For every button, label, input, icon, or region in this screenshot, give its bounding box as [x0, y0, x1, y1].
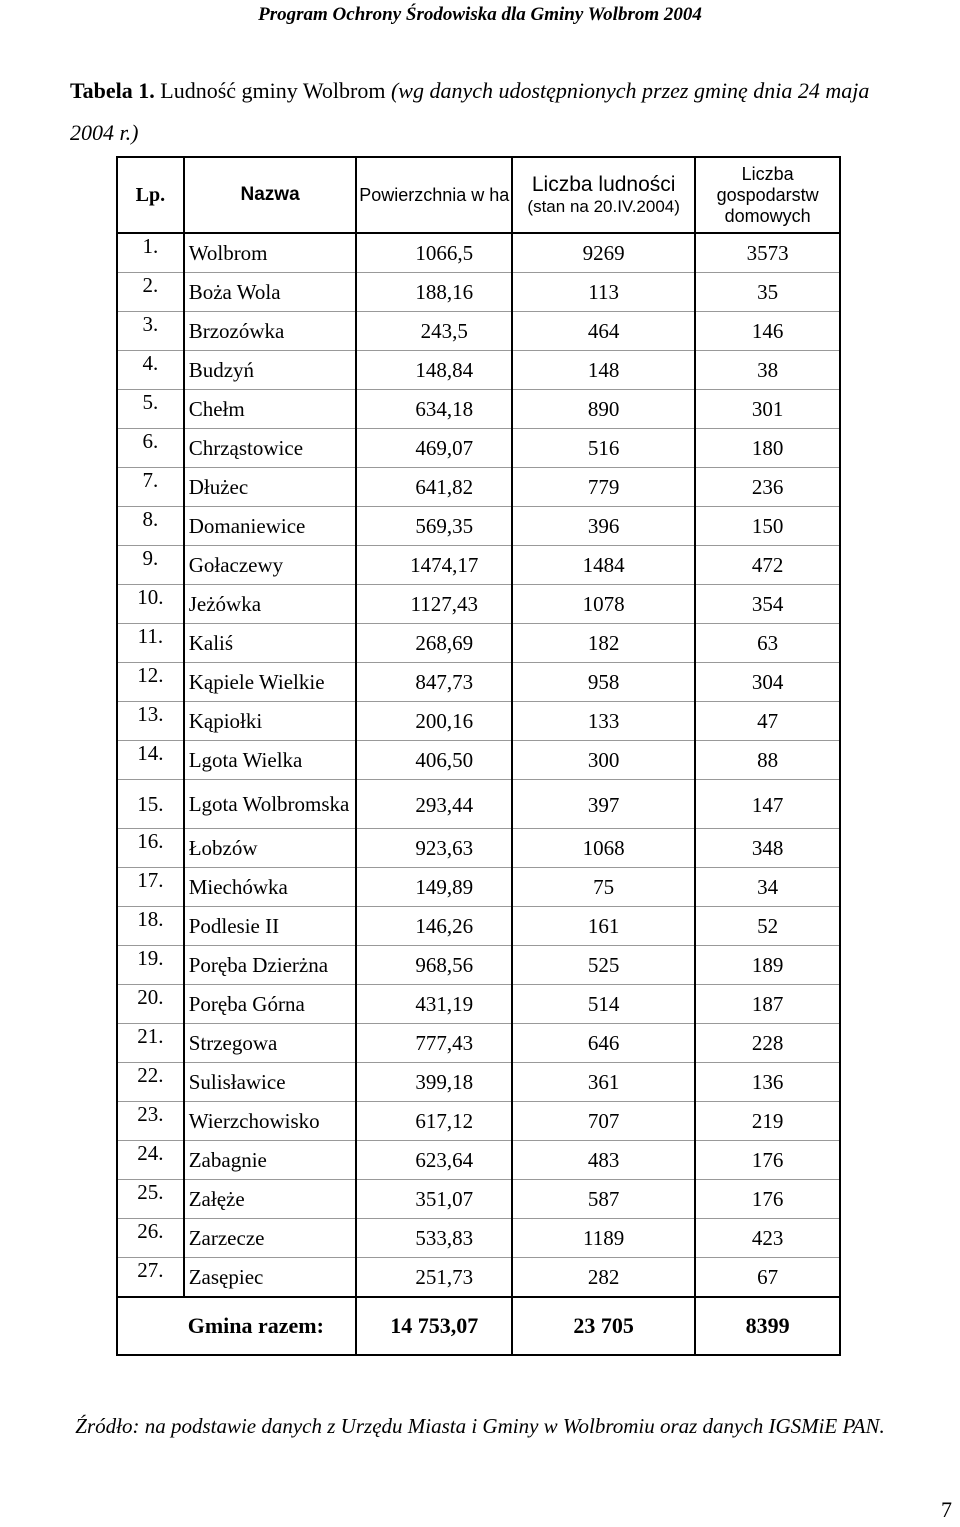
row-name: Zasępiec: [184, 1258, 357, 1298]
row-households: 189: [695, 946, 840, 985]
row-population: 397: [512, 780, 695, 829]
row-population: 1189: [512, 1219, 695, 1258]
row-name: Budzyń: [184, 351, 357, 390]
row-name: Kąpiołki: [184, 702, 357, 741]
row-area: 1474,17: [356, 546, 512, 585]
row-lp: 1.: [117, 233, 184, 273]
row-households: 67: [695, 1258, 840, 1298]
row-population: 958: [512, 663, 695, 702]
row-households: 147: [695, 780, 840, 829]
table-row: [117, 624, 840, 663]
row-population: 9269: [512, 233, 695, 273]
row-lp: 25.: [117, 1180, 184, 1219]
row-area: 243,5: [356, 312, 512, 351]
row-households: 354: [695, 585, 840, 624]
row-name: Jeżówka: [184, 585, 357, 624]
total-households: 8399: [695, 1297, 840, 1355]
row-name: Lgota Wolbromska: [184, 780, 357, 829]
row-households: 423: [695, 1219, 840, 1258]
row-area: 406,50: [356, 741, 512, 780]
row-area: 968,56: [356, 946, 512, 985]
row-households: 187: [695, 985, 840, 1024]
caption-note: (wg danych udostępnionych przez gminę dnia 24 maja 2004 r.): [70, 78, 870, 145]
row-population: 707: [512, 1102, 695, 1141]
running-header: Program Ochrony Środowiska dla Gminy Wolbrom 2004: [258, 4, 702, 25]
row-households: 38: [695, 351, 840, 390]
row-name: Zarzecze: [184, 1219, 357, 1258]
row-households: 219: [695, 1102, 840, 1141]
row-population: 516: [512, 429, 695, 468]
table-caption: [70, 70, 910, 154]
row-area: 777,43: [356, 1024, 512, 1063]
row-lp: 8.: [117, 507, 184, 546]
row-lp: 20.: [117, 985, 184, 1024]
row-lp: 22.: [117, 1063, 184, 1102]
table-row: [117, 1180, 840, 1219]
row-population: 1068: [512, 829, 695, 868]
row-households: 136: [695, 1063, 840, 1102]
row-population: 483: [512, 1141, 695, 1180]
row-lp: 18.: [117, 907, 184, 946]
row-name: Podlesie II: [184, 907, 357, 946]
row-area: 617,12: [356, 1102, 512, 1141]
header-name: Nazwa: [184, 157, 357, 233]
header-population-title: Liczba ludności: [531, 173, 676, 196]
row-population: 75: [512, 868, 695, 907]
row-households: 88: [695, 741, 840, 780]
table-header: [117, 157, 840, 233]
row-population: 464: [512, 312, 695, 351]
row-area: 268,69: [356, 624, 512, 663]
row-lp: 21.: [117, 1024, 184, 1063]
table-row: [117, 1024, 840, 1063]
row-name: Kąpiele Wielkie: [184, 663, 357, 702]
row-area: 469,07: [356, 429, 512, 468]
row-lp: 10.: [117, 585, 184, 624]
row-population: 161: [512, 907, 695, 946]
row-name: Zabagnie: [184, 1141, 357, 1180]
row-population: 182: [512, 624, 695, 663]
row-population: 113: [512, 273, 695, 312]
row-area: 431,19: [356, 985, 512, 1024]
row-lp: 7.: [117, 468, 184, 507]
caption-label: Tabela 1.: [70, 78, 155, 103]
table-row: [117, 468, 840, 507]
row-name: Lgota Wielka: [184, 741, 357, 780]
row-area: 188,16: [356, 273, 512, 312]
table-row: [117, 273, 840, 312]
table-row: [117, 507, 840, 546]
row-name: Załęże: [184, 1180, 357, 1219]
row-name: Brzozówka: [184, 312, 357, 351]
row-area: 148,84: [356, 351, 512, 390]
row-population: 282: [512, 1258, 695, 1298]
row-lp: 27.: [117, 1258, 184, 1298]
row-households: 34: [695, 868, 840, 907]
total-lp-cell: [117, 1297, 184, 1355]
table-row: [117, 780, 840, 829]
total-population: 23 705: [512, 1297, 695, 1355]
row-name: Chrząstowice: [184, 429, 357, 468]
row-households: 176: [695, 1180, 840, 1219]
total-row: [117, 1297, 840, 1355]
row-area: 923,63: [356, 829, 512, 868]
row-population: 1484: [512, 546, 695, 585]
row-area: 149,89: [356, 868, 512, 907]
row-population: 133: [512, 702, 695, 741]
table-row: [117, 546, 840, 585]
table-row: [117, 702, 840, 741]
row-lp: 19.: [117, 946, 184, 985]
row-area: 634,18: [356, 390, 512, 429]
row-area: 623,64: [356, 1141, 512, 1180]
header-population-date: (stan na 20.IV.2004): [527, 197, 680, 216]
row-households: 228: [695, 1024, 840, 1063]
table-row: [117, 829, 840, 868]
row-name: Sulisławice: [184, 1063, 357, 1102]
row-lp: 3.: [117, 312, 184, 351]
row-name: Strzegowa: [184, 1024, 357, 1063]
table-row: [117, 946, 840, 985]
row-households: 35: [695, 273, 840, 312]
table-row: [117, 741, 840, 780]
row-name: Chełm: [184, 390, 357, 429]
table-row: [117, 351, 840, 390]
row-name: Miechówka: [184, 868, 357, 907]
table-row: [117, 985, 840, 1024]
row-name: Dłużec: [184, 468, 357, 507]
row-population: 1078: [512, 585, 695, 624]
row-households: 176: [695, 1141, 840, 1180]
row-area: 399,18: [356, 1063, 512, 1102]
row-area: 641,82: [356, 468, 512, 507]
row-area: 293,44: [356, 780, 512, 829]
row-area: 1127,43: [356, 585, 512, 624]
row-area: 847,73: [356, 663, 512, 702]
row-lp: 2.: [117, 273, 184, 312]
row-lp: 15.: [117, 780, 184, 829]
row-lp: 23.: [117, 1102, 184, 1141]
row-population: 525: [512, 946, 695, 985]
row-lp: 26.: [117, 1219, 184, 1258]
row-households: 180: [695, 429, 840, 468]
row-area: 1066,5: [356, 233, 512, 273]
row-lp: 12.: [117, 663, 184, 702]
population-table: [116, 156, 841, 1356]
row-population: 300: [512, 741, 695, 780]
row-households: 304: [695, 663, 840, 702]
row-households: 236: [695, 468, 840, 507]
header-area: Powierzchnia w ha: [356, 157, 512, 233]
row-households: 47: [695, 702, 840, 741]
row-population: 514: [512, 985, 695, 1024]
table-row: [117, 429, 840, 468]
row-name: Boża Wola: [184, 273, 357, 312]
row-lp: 17.: [117, 868, 184, 907]
table-row: [117, 663, 840, 702]
page-number: 7: [941, 1497, 952, 1522]
row-lp: 6.: [117, 429, 184, 468]
row-population: 148: [512, 351, 695, 390]
row-name: Domaniewice: [184, 507, 357, 546]
row-households: 301: [695, 390, 840, 429]
row-population: 890: [512, 390, 695, 429]
row-lp: 16.: [117, 829, 184, 868]
row-lp: 5.: [117, 390, 184, 429]
row-households: 472: [695, 546, 840, 585]
row-name: Kaliś: [184, 624, 357, 663]
row-name: Łobzów: [184, 829, 357, 868]
row-households: 150: [695, 507, 840, 546]
table-row: [117, 233, 840, 273]
header-lp: Lp.: [117, 157, 184, 233]
row-name: Poręba Dzierżna: [184, 946, 357, 985]
row-population: 361: [512, 1063, 695, 1102]
header-population: [512, 157, 695, 233]
table-row: [117, 312, 840, 351]
table-row: [117, 1102, 840, 1141]
total-label: Gmina razem:: [184, 1297, 357, 1355]
table-row: [117, 1219, 840, 1258]
row-name: Wierzchowisko: [184, 1102, 357, 1141]
row-population: 646: [512, 1024, 695, 1063]
row-lp: 11.: [117, 624, 184, 663]
row-households: 348: [695, 829, 840, 868]
row-population: 587: [512, 1180, 695, 1219]
table-row: [117, 1258, 840, 1298]
table-row: [117, 1141, 840, 1180]
row-area: 533,83: [356, 1219, 512, 1258]
row-households: 63: [695, 624, 840, 663]
table-row: [117, 907, 840, 946]
row-households: 3573: [695, 233, 840, 273]
table-row: [117, 390, 840, 429]
caption-text: Ludność gminy Wolbrom: [160, 78, 386, 103]
source-note: Źródło: na podstawie danych z Urzędu Miasta i Gminy w Wolbromiu oraz danych IGSMiE PAN.: [75, 1414, 885, 1438]
row-lp: 9.: [117, 546, 184, 585]
row-households: 146: [695, 312, 840, 351]
row-name: Wolbrom: [184, 233, 357, 273]
row-name: Poręba Górna: [184, 985, 357, 1024]
row-area: 351,07: [356, 1180, 512, 1219]
row-area: 251,73: [356, 1258, 512, 1298]
row-lp: 24.: [117, 1141, 184, 1180]
row-lp: 13.: [117, 702, 184, 741]
table-body: [117, 233, 840, 1297]
table-row: [117, 1063, 840, 1102]
row-population: 779: [512, 468, 695, 507]
total-area: 14 753,07: [356, 1297, 512, 1355]
row-area: 569,35: [356, 507, 512, 546]
row-households: 52: [695, 907, 840, 946]
row-lp: 4.: [117, 351, 184, 390]
row-area: 200,16: [356, 702, 512, 741]
table-row: [117, 868, 840, 907]
table-footer: [117, 1297, 840, 1355]
table-row: [117, 585, 840, 624]
row-lp: 14.: [117, 741, 184, 780]
row-name: Gołaczewy: [184, 546, 357, 585]
row-area: 146,26: [356, 907, 512, 946]
header-households: Liczba gospodarstw domowych: [695, 157, 840, 233]
row-population: 396: [512, 507, 695, 546]
